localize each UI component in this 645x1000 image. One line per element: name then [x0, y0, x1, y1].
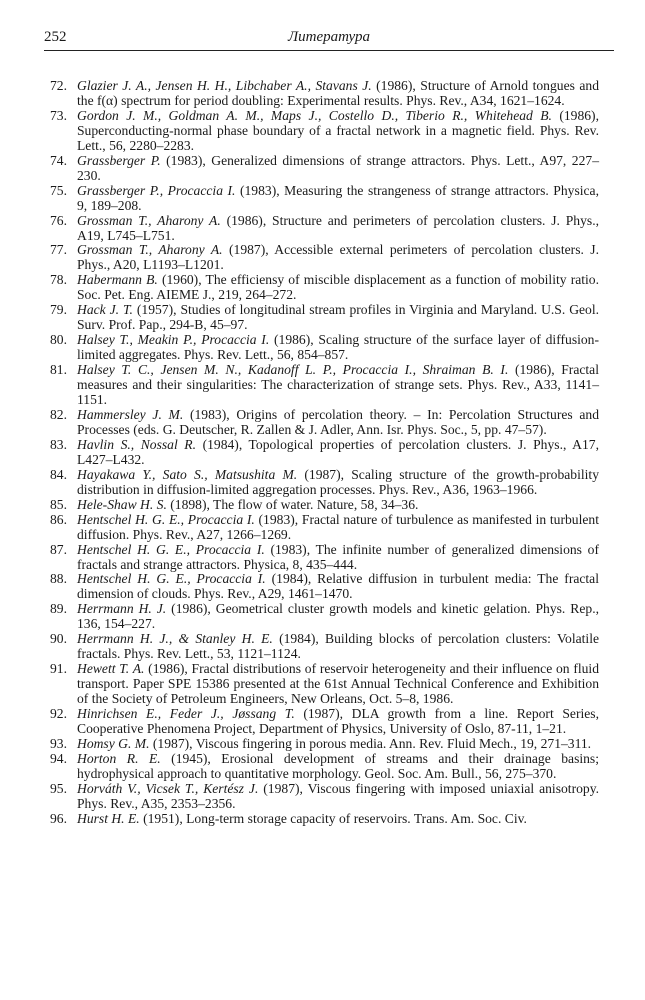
reference-text: (1987), DLA growth from a line. Report Series, Cooperative Phenomena Project, Department of Physics, University of Oslo, 87-11, 1–21. — [77, 706, 599, 736]
reference-item — [44, 333, 599, 363]
reference-text: (1986), Superconducting-normal phase boundary of a fractal network in a magnetic field. Phys. Rev. Lett., 56, 2280–2283. — [77, 107, 599, 153]
reference-number: 92. — [50, 706, 67, 722]
reference-text: (1986), Fractal measures and their singularities: The characterization of strange sets. Phys. Rev., A33, 1141–1151. — [77, 362, 599, 408]
reference-text: (1957), Studies of longitudinal stream profiles in Virginia and Maryland. U.S. Geol. Surv. Prof. Pap., 294-B, 45–97. — [77, 302, 600, 333]
reference-number: 90. — [50, 631, 67, 647]
reference-text: (1987), Viscous fingering in porous media. Ann. Rev. Fluid Mech., 19, 271–311. — [149, 735, 592, 751]
reference-authors: Hurst H. E. — [77, 810, 140, 826]
reference-authors: Hele-Shaw H. S. — [77, 496, 167, 512]
reference-item — [44, 543, 599, 573]
reference-item — [44, 468, 599, 498]
reference-item — [44, 513, 599, 543]
reference-number: 76. — [50, 212, 67, 228]
reference-authors: Glazier J. A., Jensen H. H., Libchaber A., Stavans J. — [77, 78, 372, 93]
reference-item — [44, 782, 599, 812]
running-title: Литература — [287, 29, 371, 45]
reference-authors: Halsey T., Meakin P., Procaccia I. — [77, 332, 270, 348]
reference-text: (1945), Erosional development of streams and their drainage basins; hydrophysical approach to quantitative morphology. Geol. Soc. Am. Bull., 56, 275–370. — [77, 750, 599, 781]
reference-item — [44, 184, 599, 214]
reference-item — [44, 243, 599, 273]
reference-number: 91. — [50, 661, 67, 677]
reference-text: (1987), Viscous fingering with imposed uniaxial anisotropy. Phys. Rev., A35, 2353–2356. — [77, 780, 600, 811]
reference-item — [44, 498, 599, 513]
reference-text: (1951), Long-term storage capacity of reservoirs. Trans. Am. Soc. Civ. — [139, 810, 527, 826]
reference-item — [44, 303, 599, 333]
reference-item — [44, 214, 599, 244]
reference-number: 79. — [50, 302, 67, 318]
reference-authors: Herrmann H. J. — [77, 601, 167, 617]
reference-number: 73. — [50, 107, 67, 123]
reference-authors: Halsey T. C., Jensen M. N., Kadanoff L. P., Procaccia I., Shraiman B. I. — [77, 362, 509, 378]
reference-item — [44, 662, 599, 707]
reference-number: 94. — [50, 750, 67, 766]
reference-item — [44, 154, 599, 184]
reference-text: (1983), Fractal nature of turbulence as manifested in turbulent diffusion. Phys. Rev., A27, 1266–1269. — [77, 511, 599, 542]
reference-authors: Hentschel H. G. E., Procaccia I. — [77, 541, 265, 557]
reference-authors: Grossman T., Aharony A. — [77, 242, 223, 258]
reference-item — [44, 363, 599, 408]
reference-item — [44, 408, 599, 438]
reference-number: 81. — [50, 362, 67, 378]
reference-number: 96. — [50, 810, 67, 826]
reference-authors: Horváth V., Vicsek T., Kertész J. — [77, 780, 259, 796]
reference-text: (1986), Fractal distributions of reservoir heterogeneity and their influence on fluid transport. Paper SPE 15386 presented at the 61st Annual Technical Conference and Exhibition of the Society of Petroleum Engineers, New Orleans, Oct. 5–8, 1986. — [77, 661, 599, 707]
reference-text: (1983), The infinite number of generalized dimensions of fractals and strange attractors. Physica, 8, 435–444. — [77, 541, 599, 572]
reference-item — [44, 812, 599, 827]
reference-item — [44, 438, 599, 468]
reference-authors: Hentschel H. G. E., Procaccia I. — [77, 511, 255, 527]
reference-text: (1983), Origins of percolation theory. – In: Percolation Structures and Processes (eds. G. Deutscher, R. Zallen & J. Adler, Ann. Isr. Phys. Soc., 5, pp. 47–57). — [77, 406, 599, 437]
reference-authors: Havlin S., Nossal R. — [77, 436, 197, 452]
reference-number: 93. — [50, 735, 67, 751]
reference-authors: Hammersley J. M. — [77, 406, 184, 422]
reference-authors: Grassberger P., Procaccia I. — [77, 182, 236, 198]
reference-authors: Hewett T. A. — [77, 661, 145, 677]
reference-number: 88. — [50, 571, 67, 587]
reference-number: 87. — [50, 541, 67, 557]
reference-number: 80. — [50, 332, 67, 348]
reference-authors: Grossman T., Aharony A. — [77, 212, 221, 228]
reference-text: (1986), Structure and perimeters of percolation clusters. J. Phys., A19, L745–L751. — [77, 212, 599, 243]
reference-text: (1983), Generalized dimensions of strange attractors. Phys. Lett., A97, 227–230. — [77, 152, 599, 183]
reference-authors: Homsy G. M. — [77, 735, 150, 751]
reference-number: 89. — [50, 601, 67, 617]
reference-authors: Horton R. E. — [77, 750, 161, 766]
reference-text: (1984), Topological properties of percolation clusters. J. Phys., A17, L427–L432. — [77, 436, 599, 467]
reference-number: 78. — [50, 272, 67, 288]
reference-authors: Hayakawa Y., Sato S., Matsushita M. — [77, 466, 298, 482]
reference-number: 86. — [50, 511, 67, 527]
reference-text: (1987), Accessible external perimeters of percolation clusters. J. Phys., A20, L1193–L1201. — [77, 242, 599, 273]
reference-item — [44, 109, 599, 154]
reference-item — [44, 79, 599, 109]
reference-text: (1960), The efficiensy of miscible displacement as a function of mobility ratio. Soc. Pet. Eng. AIEME J., 219, 264–272. — [77, 272, 600, 303]
reference-text: (1898), The flow of water. Nature, 58, 34–36. — [166, 496, 419, 512]
reference-item — [44, 737, 599, 752]
reference-text: (1983), Measuring the strangeness of strange attractors. Physica, 9, 189–208. — [77, 182, 599, 213]
reference-text: (1986), Scaling structure of the surface layer of diffusion-limited aggregates. Phys. Rev. Lett., 56, 854–857. — [77, 332, 600, 363]
reference-text: (1984), Relative diffusion in turbulent media: The fractal dimension of clouds. Phys. Rev., A29, 1461–1470. — [77, 571, 599, 602]
reference-item — [44, 752, 599, 782]
reference-authors: Grassberger P. — [77, 152, 161, 168]
reference-number: 83. — [50, 436, 67, 452]
reference-authors: Hinrichsen E., Feder J., Jøssang T. — [77, 706, 295, 722]
header-rule — [44, 50, 614, 51]
reference-number: 74. — [50, 152, 67, 168]
reference-item — [44, 632, 599, 662]
reference-item — [44, 572, 599, 602]
page-header — [44, 27, 614, 47]
page-number: 252 — [44, 29, 67, 45]
reference-number: 72. — [50, 78, 67, 93]
reference-number: 75. — [50, 182, 67, 198]
reference-authors: Gordon J. M., Goldman A. M., Maps J., Costello D., Tiberio R., Whitehead B. — [77, 107, 552, 123]
reference-text: (1987), Scaling structure of the growth-probability distribution in diffusion-limited aggregation processes. Phys. Rev., A36, 1963–1966. — [77, 466, 599, 497]
reference-number: 82. — [50, 406, 67, 422]
reference-authors: Hentschel H. G. E., Procaccia I. — [77, 571, 266, 587]
reference-text: (1984), Building blocks of percolation clusters: Volatile fractals. Phys. Rev. Lett., 53, 1121–1124. — [77, 631, 600, 662]
reference-text: (1986), Structure of Arnold tongues and the f(α) spectrum for period doubling: Experimental results. Phys. Rev., A34, 1621–1624. — [77, 78, 599, 108]
reference-item — [44, 602, 599, 632]
reference-number: 95. — [50, 780, 67, 796]
reference-number: 85. — [50, 496, 67, 512]
reference-authors: Habermann B. — [77, 272, 158, 288]
reference-authors: Herrmann H. J., & Stanley H. E. — [77, 631, 273, 647]
reference-list — [44, 79, 599, 827]
reference-authors: Hack J. T. — [77, 302, 133, 318]
reference-item — [44, 707, 599, 737]
reference-number: 77. — [50, 242, 67, 258]
reference-number: 84. — [50, 466, 67, 482]
reference-text: (1986), Geometrical cluster growth models and kinetic gelation. Phys. Rep., 136, 154–227. — [77, 601, 599, 632]
reference-item — [44, 273, 599, 303]
